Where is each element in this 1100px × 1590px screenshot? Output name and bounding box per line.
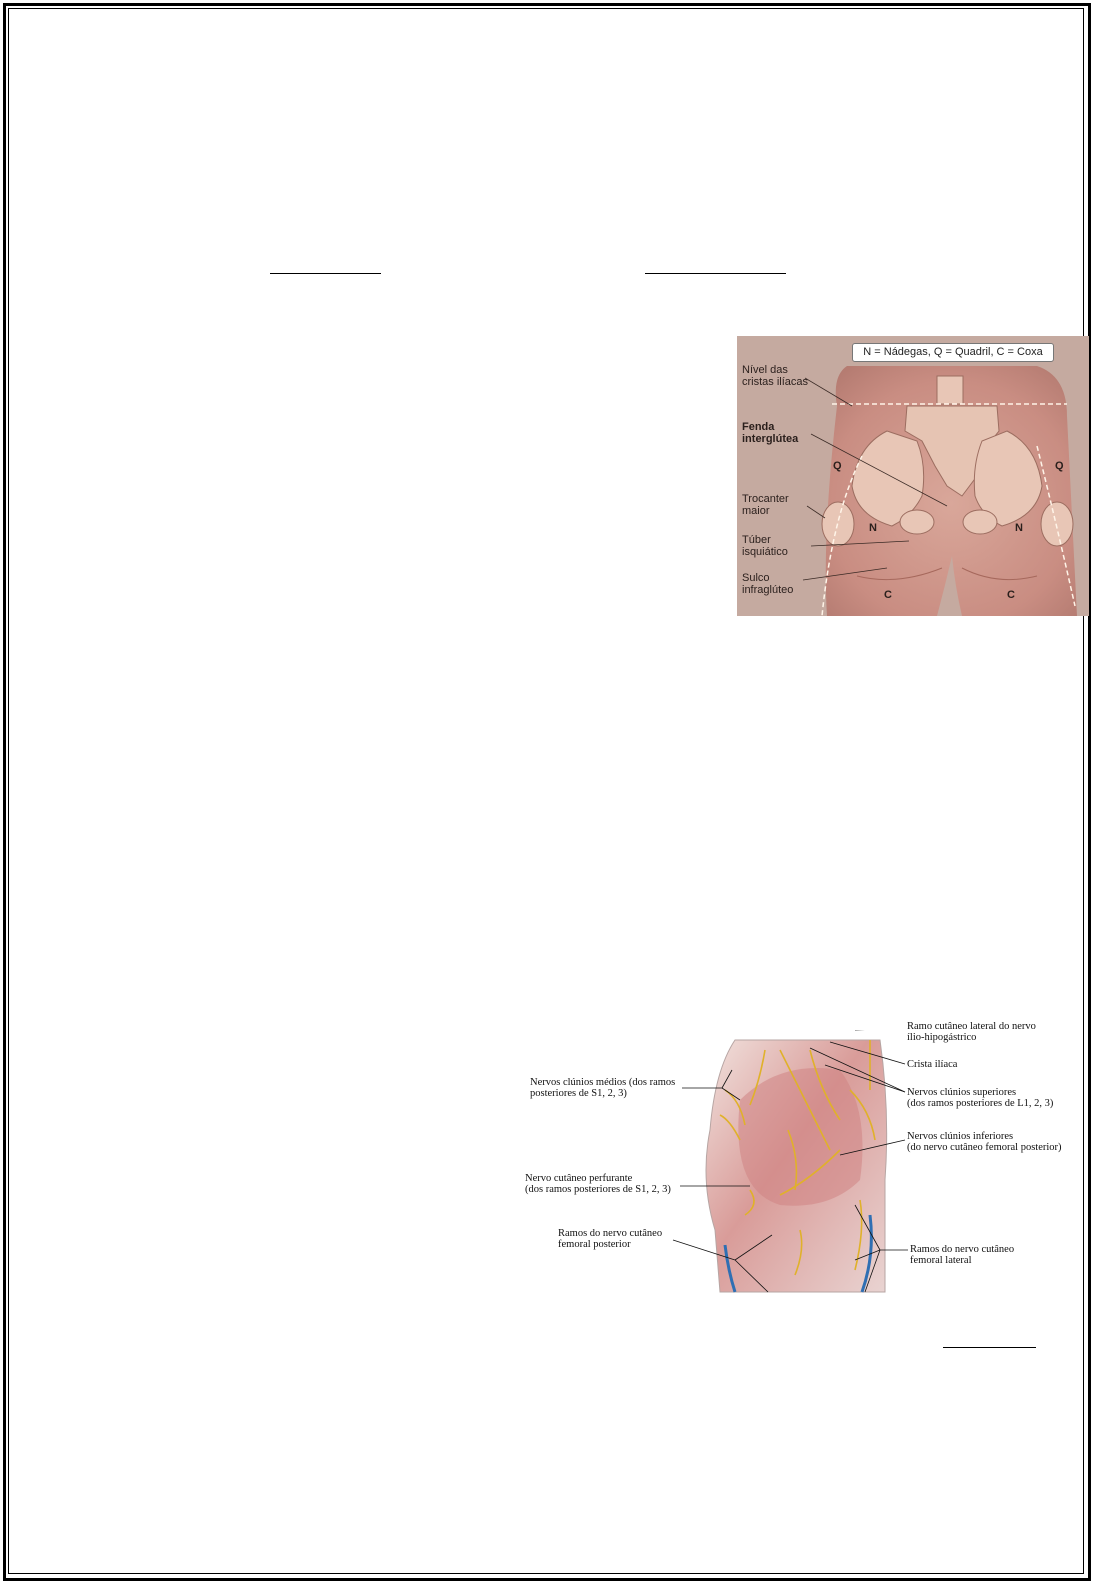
label-nervo-cutaneo-perfurante: Nervo cutâneo perfurante (dos ramos posteriores de S1, 2, 3) bbox=[525, 1173, 671, 1195]
label-fenda-interglutea: Fenda interglútea bbox=[742, 421, 799, 445]
region-letter-q-right: Q bbox=[1055, 460, 1064, 472]
page-border-inner bbox=[8, 8, 1084, 1574]
label-tuber-isquiatico: Túber isquiático bbox=[742, 534, 788, 558]
gluteal-cutaneous-nerves-figure bbox=[510, 1021, 1092, 1300]
label-ramos-cutaneo-femoral-lateral: Ramos do nervo cutâneo femoral lateral bbox=[910, 1244, 1015, 1266]
blank-line-2 bbox=[645, 273, 786, 274]
label-nervos-clunios-inferiores: Nervos clúnios inferiores (do nervo cutâneo femoral posterior) bbox=[907, 1131, 1062, 1153]
label-crista-iliaca: Crista ilíaca bbox=[907, 1059, 958, 1070]
gluteal-surface-anatomy-figure bbox=[737, 336, 1089, 616]
label-ramo-cutaneo-lateral-iliohipogastrico: Ramo cutâneo lateral do nervo ílio-hipogástrico bbox=[907, 1021, 1036, 1043]
label-nervos-clunios-medios: Nervos clúnios médios (dos ramos posteriores de S1, 2, 3) bbox=[530, 1077, 676, 1099]
label-sulco-infragluteo: Sulco infraglúteo bbox=[742, 572, 794, 596]
region-letter-c-left: C bbox=[884, 589, 892, 601]
region-letter-n-left: N bbox=[869, 522, 877, 534]
blank-line-3 bbox=[943, 1347, 1036, 1348]
figure-legend: N = Nádegas, Q = Quadril, C = Coxa bbox=[852, 343, 1054, 362]
region-letter-q-left: Q bbox=[833, 460, 842, 472]
blank-line-1 bbox=[270, 273, 381, 274]
label-trocanter-maior: Trocanter maior bbox=[742, 493, 789, 517]
label-ramos-cutaneo-femoral-posterior: Ramos do nervo cutâneo femoral posterior bbox=[558, 1228, 663, 1250]
region-letter-c-right: C bbox=[1007, 589, 1015, 601]
region-letter-n-right: N bbox=[1015, 522, 1023, 534]
label-nervos-clunios-superiores: Nervos clúnios superiores (dos ramos posteriores de L1, 2, 3) bbox=[907, 1087, 1054, 1109]
label-nivel-cristas: Nível das cristas ilíacas bbox=[742, 364, 809, 388]
